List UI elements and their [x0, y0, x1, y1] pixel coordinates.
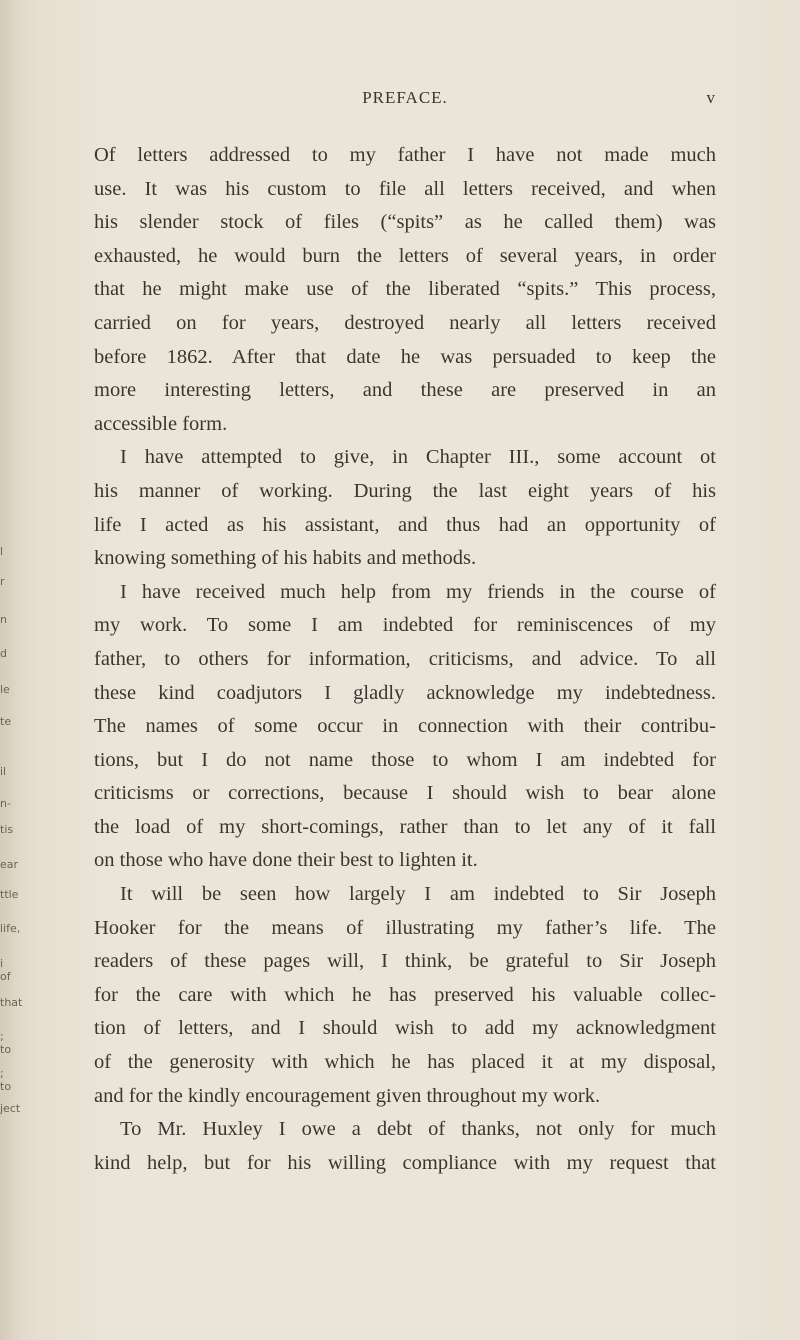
- bleed-through-fragment: te: [0, 715, 12, 728]
- text-line: carried on for years, destroyed nearly all letters received: [94, 311, 716, 334]
- text-line: life I acted as his assistant, and thus had an opportunity of: [94, 513, 716, 536]
- text-line: To Mr. Huxley I owe a debt of thanks, not only for much: [120, 1118, 716, 1141]
- text-line: and for the kindly encouragement given throughout my work.: [94, 1084, 601, 1107]
- page-number: v: [706, 88, 716, 107]
- text-line: for the care with which he has preserved his valuable collec-: [94, 983, 716, 1006]
- bleed-through-fragment: d: [0, 647, 7, 660]
- text-line: more interesting letters, and these are preserved in an: [94, 379, 716, 402]
- page-gutter: [0, 0, 22, 1340]
- bleed-through-fragment: that: [0, 996, 23, 1009]
- bleed-through-fragment: tis: [0, 823, 14, 836]
- running-title: PREFACE.: [362, 88, 448, 107]
- text-line: I have attempted to give, in Chapter III., some account ot: [120, 446, 716, 469]
- text-line: readers of these pages will, I think, be grateful to Sir Joseph: [94, 950, 716, 973]
- text-line: criticisms or corrections, because I should wish to bear alone: [94, 782, 716, 805]
- text-line: the load of my short-comings, rather than to let any of it fall: [94, 815, 716, 838]
- text-line: I have received much help from my friends in the course of: [120, 580, 716, 603]
- bleed-through-fragment: l: [0, 545, 4, 558]
- text-line: kind help, but for his willing compliance with my request that: [94, 1151, 716, 1174]
- text-line: my work. To some I am indebted for reminiscences of my: [94, 614, 716, 637]
- text-line: that he might make use of the liberated “spits.” This process,: [94, 278, 716, 301]
- bleed-through-fragment: i of: [0, 957, 11, 983]
- bleed-through-fragment: n: [0, 613, 7, 626]
- text-line: tions, but I do not name those to whom I am indebted for: [94, 748, 716, 771]
- body-text: [94, 139, 716, 1180]
- bleed-through-fragment: ear: [0, 858, 19, 871]
- bleed-through-fragment: il: [0, 765, 7, 778]
- text-line: It will be seen how largely I am indebted to Sir Joseph: [120, 883, 716, 906]
- text-line: knowing something of his habits and methods.: [94, 547, 477, 570]
- text-line: accessible form.: [94, 412, 228, 435]
- text-line: of the generosity with which he has placed it at my disposal,: [94, 1051, 716, 1074]
- text-line: his slender stock of files (“spits” as he called them) was: [94, 211, 716, 234]
- text-line: on those who have done their best to lighten it.: [94, 849, 478, 872]
- bleed-through-fragment: n-: [0, 797, 11, 810]
- text-line: The names of some occur in connection with their contribu-: [94, 715, 716, 738]
- text-line: before 1862. After that date he was persuaded to keep the: [94, 345, 716, 368]
- bleed-through-fragment: r: [0, 575, 5, 588]
- text-line: exhausted, he would burn the letters of several years, in order: [94, 244, 716, 267]
- bleed-through-fragment: ttle: [0, 888, 19, 901]
- bleed-through-fragment: ; to: [0, 1067, 12, 1093]
- bleed-through-fragment: ; to: [0, 1030, 12, 1056]
- text-line: Hooker for the means of illustrating my father’s life. The: [94, 916, 716, 939]
- text-line: Of letters addressed to my father I have not made much: [94, 144, 716, 166]
- bleed-through-fragment: le: [0, 683, 10, 696]
- bleed-through-fragment: ject: [0, 1102, 21, 1115]
- text-line: use. It was his custom to file all letters received, and when: [94, 177, 716, 200]
- text-line: tion of letters, and I should wish to add my acknowledgment: [94, 1017, 716, 1040]
- bleed-through-fragment: life,: [0, 922, 21, 935]
- text-line: his manner of working. During the last eight years of his: [94, 479, 716, 502]
- page-header: [94, 88, 716, 112]
- text-line: these kind coadjutors I gladly acknowledge my indebtedness.: [94, 681, 716, 704]
- text-line: father, to others for information, criticisms, and advice. To all: [94, 647, 716, 670]
